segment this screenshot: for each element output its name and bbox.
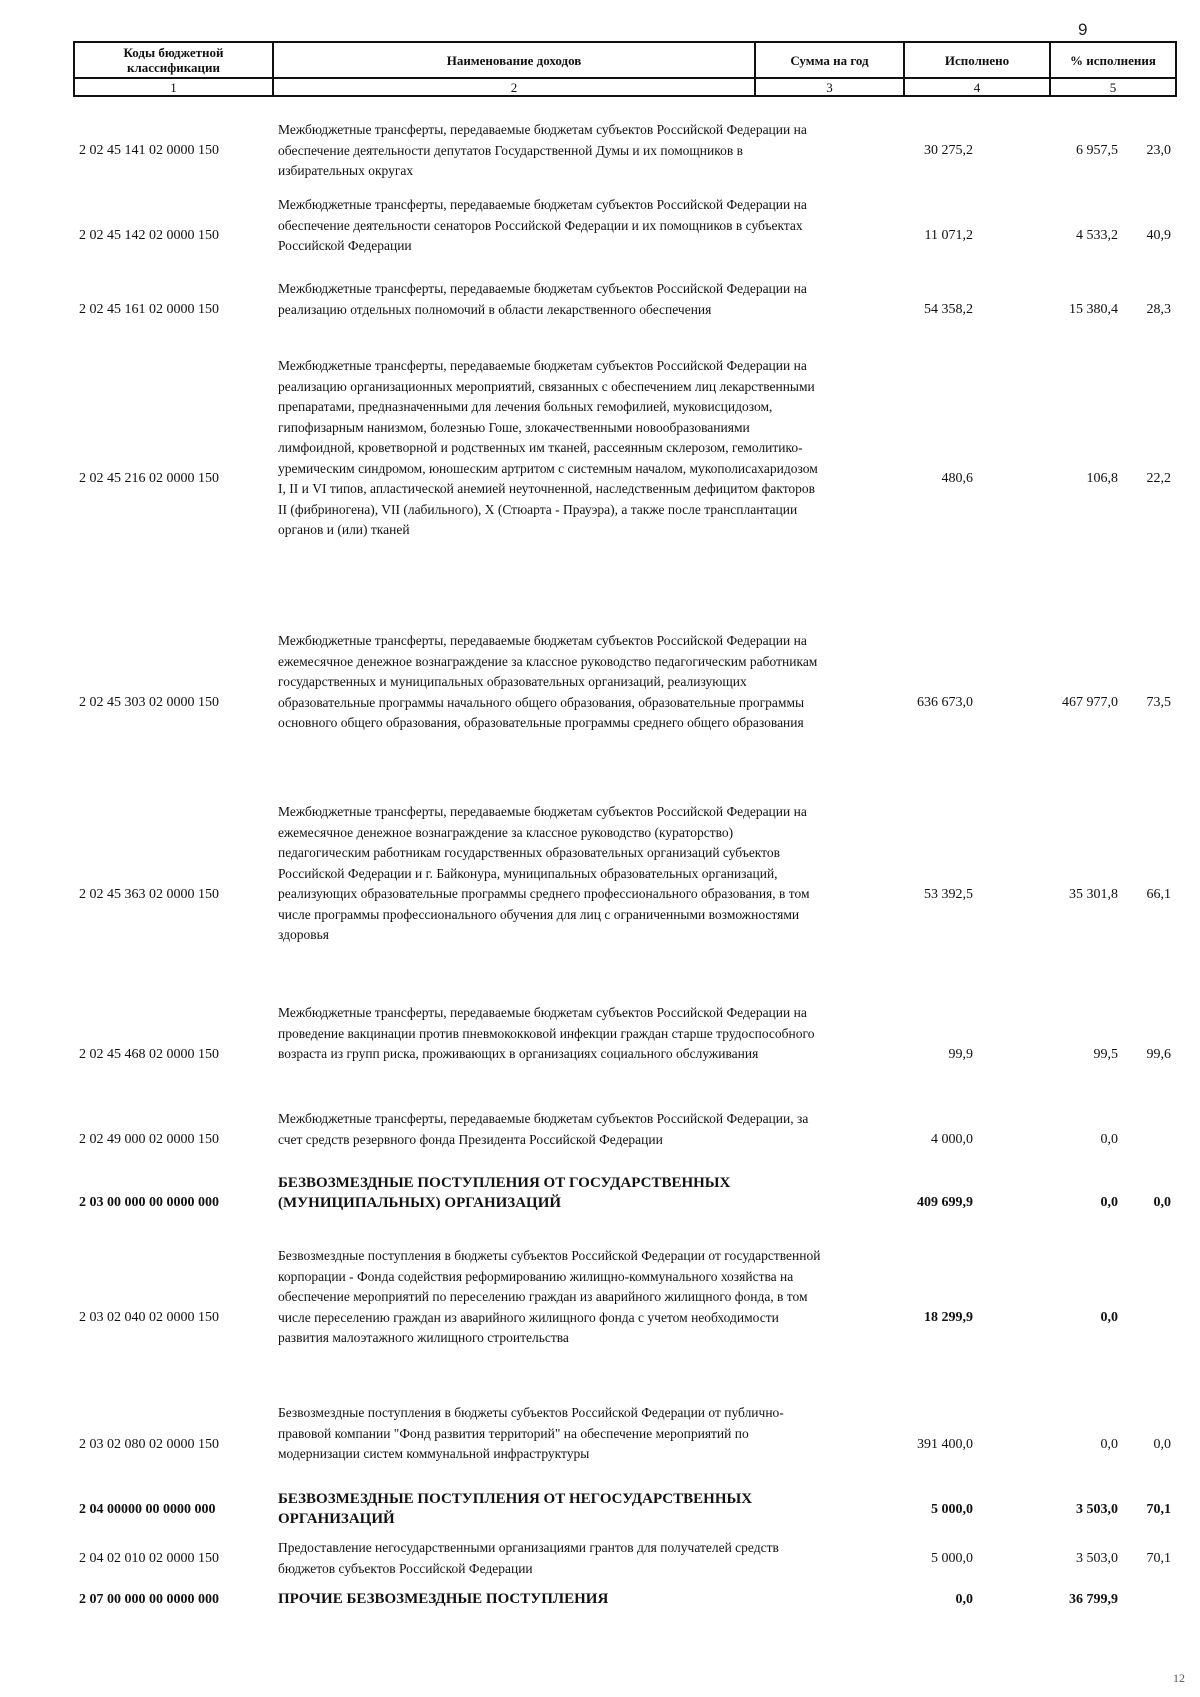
column-number: 4 <box>904 78 1050 96</box>
annual-amount: 18 299,9 <box>924 1309 973 1325</box>
execution-percent: 23,0 <box>1146 142 1171 158</box>
execution-percent: 40,9 <box>1146 227 1171 243</box>
table-row-section <box>73 1489 1175 1531</box>
income-name: БЕЗВОЗМЕЗДНЫЕ ПОСТУПЛЕНИЯ ОТ НЕГОСУДАРСТВЕННЫХ ОРГАНИЗАЦИЙ <box>278 1491 753 1527</box>
executed-amount: 35 301,8 <box>1069 886 1118 902</box>
executed-amount: 99,5 <box>1093 1046 1118 1062</box>
column-number: 2 <box>273 78 755 96</box>
column-header-plan: Сумма на год <box>755 42 904 78</box>
budget-code: 2 02 45 363 02 0000 150 <box>79 886 219 902</box>
income-name: Межбюджетные трансферты, передаваемые бюджетам субъектов Российской Федерации на реализацию организационных мероприятий, связанных с обеспечением лиц лекарственными препаратами, предназначенными для лечения больных гемофилией, муковисцидозом, гипофизарным нанизмом, болезнью Гоше, злокачественными новообразованиями лимфоидной, кроветворной и родственных им тканей, рассеянным склерозом, гемолитико-уремическим синдромом, юношеским артритом с системным началом, мукополисахаридозом I, II и VI типов, апластической анемией неуточненной, наследственным дефицитом факторов II (фибриногена), VII (лабильного), X (Стюарта - Прауэра), а также после трансплантации органов и (или) тканей <box>278 358 818 537</box>
annual-amount: 5 000,0 <box>931 1501 973 1517</box>
executed-amount: 467 977,0 <box>1062 694 1118 710</box>
budget-code: 2 02 45 141 02 0000 150 <box>79 142 219 158</box>
income-name: Предоставление негосударственными организациями грантов для получателей средств бюджетов субъектов Российской Федерации <box>278 1540 779 1576</box>
executed-amount: 0,0 <box>1100 1194 1118 1210</box>
executed-amount: 106,8 <box>1086 470 1118 486</box>
budget-code: 2 02 45 216 02 0000 150 <box>79 470 219 486</box>
executed-amount: 15 380,4 <box>1069 301 1118 317</box>
annual-amount: 4 000,0 <box>931 1131 973 1147</box>
income-name: Межбюджетные трансферты, передаваемые бюджетам субъектов Российской Федерации на обеспечение деятельности депутатов Государственной Думы и их помощников в избирательных округах <box>278 122 807 178</box>
executed-amount: 0,0 <box>1100 1436 1118 1452</box>
execution-percent: 70,1 <box>1146 1501 1171 1517</box>
column-header-name: Наименование доходов <box>273 42 755 78</box>
annual-amount: 5 000,0 <box>931 1550 973 1566</box>
execution-percent: 0,0 <box>1153 1436 1171 1452</box>
annual-amount: 11 071,2 <box>924 227 973 243</box>
table-row <box>73 356 1175 602</box>
budget-code: 2 04 00000 00 0000 000 <box>79 1501 216 1517</box>
annual-amount: 480,6 <box>941 470 973 486</box>
table-header <box>73 41 1177 97</box>
table-row <box>73 1403 1175 1487</box>
execution-percent: 22,2 <box>1146 470 1171 486</box>
execution-percent <box>1118 1246 1171 1390</box>
executed-amount: 3 503,0 <box>1076 1501 1118 1517</box>
table-row-section <box>73 1589 1175 1611</box>
executed-amount: 4 533,2 <box>1076 227 1118 243</box>
budget-code: 2 03 00 000 00 0000 000 <box>79 1194 219 1210</box>
execution-percent: 28,3 <box>1146 301 1171 317</box>
table-row <box>73 802 1175 988</box>
annual-amount: 53 392,5 <box>924 886 973 902</box>
executed-amount: 0,0 <box>1100 1309 1118 1325</box>
column-header-percent: % исполнения <box>1050 42 1176 78</box>
table-row <box>73 1538 1175 1580</box>
income-name: Межбюджетные трансферты, передаваемые бюджетам субъектов Российской Федерации на обеспечение деятельности сенаторов Российской Федерации и их помощников в субъектах Российской Федерации <box>278 197 807 253</box>
table-row-section <box>73 1173 1175 1233</box>
table-row <box>73 195 1175 277</box>
execution-percent <box>1118 1589 1171 1611</box>
executed-amount: 6 957,5 <box>1076 142 1118 158</box>
income-name: Безвозмездные поступления в бюджеты субъектов Российской Федерации от государственной корпорации - Фонда содействия реформированию жилищно-коммунального хозяйства на обеспечение мероприятий по переселению граждан из аварийного жилищного фонда, в том числе переселению граждан из аварийного жилищного фонда с учетом необходимости развития малоэтажного жилищного строительства <box>278 1248 821 1345</box>
budget-code: 2 02 45 142 02 0000 150 <box>79 227 219 243</box>
income-name: Межбюджетные трансферты, передаваемые бюджетам субъектов Российской Федерации, за счет средств резервного фонда Президента Российской Федерации <box>278 1111 809 1147</box>
column-number: 5 <box>1050 78 1176 96</box>
income-name: Межбюджетные трансферты, передаваемые бюджетам субъектов Российской Федерации на ежемесячное денежное вознаграждение за классное руководство (кураторство) педагогическим работникам государственных образовательных организаций субъектов Российской Федерации и г. Байконура, муниципальных образовательных организаций, реализующих образовательные программы среднего профессионального образования, в том числе программы профессионального обучения для лиц с ограниченными возможностями здоровья <box>278 804 810 942</box>
income-name: Межбюджетные трансферты, передаваемые бюджетам субъектов Российской Федерации на ежемесячное денежное вознаграждение за классное руководство педагогическим работникам государственных и муниципальных образовательных организаций, реализующих образовательные программы начального общего образования, образовательные программы основного общего образования, образовательные программы среднего общего образования <box>278 633 818 730</box>
budget-code: 2 02 45 161 02 0000 150 <box>79 301 219 317</box>
column-number: 3 <box>755 78 904 96</box>
table-row <box>73 279 1175 341</box>
page-corner-mark: 12 <box>1173 1671 1185 1685</box>
budget-code: 2 02 49 000 02 0000 150 <box>79 1131 219 1147</box>
budget-code: 2 03 02 080 02 0000 150 <box>79 1436 219 1452</box>
annual-amount: 99,9 <box>948 1046 973 1062</box>
table-row <box>73 120 1175 182</box>
annual-amount: 0,0 <box>955 1591 973 1607</box>
table-row <box>73 631 1175 775</box>
column-header-codes: Коды бюджетной классификации <box>74 42 273 78</box>
budget-code: 2 03 02 040 02 0000 150 <box>79 1309 219 1325</box>
budget-code: 2 02 45 303 02 0000 150 <box>79 694 219 710</box>
budget-code: 2 02 45 468 02 0000 150 <box>79 1046 219 1062</box>
annual-amount: 636 673,0 <box>917 694 973 710</box>
income-name: Межбюджетные трансферты, передаваемые бюджетам субъектов Российской Федерации на реализацию отдельных полномочий в области лекарственного обеспечения <box>278 281 807 317</box>
table-row <box>73 1246 1175 1390</box>
income-name: ПРОЧИЕ БЕЗВОЗМЕЗДНЫЕ ПОСТУПЛЕНИЯ <box>278 1591 609 1607</box>
annual-amount: 30 275,2 <box>924 142 973 158</box>
column-header-done: Исполнено <box>904 42 1050 78</box>
budget-code: 2 04 02 010 02 0000 150 <box>79 1550 219 1566</box>
execution-percent: 99,6 <box>1146 1046 1171 1062</box>
execution-percent: 73,5 <box>1146 694 1171 710</box>
executed-amount: 36 799,9 <box>1069 1591 1118 1607</box>
executed-amount: 0,0 <box>1100 1131 1118 1147</box>
income-name: БЕЗВОЗМЕЗДНЫЕ ПОСТУПЛЕНИЯ ОТ ГОСУДАРСТВЕННЫХ (МУНИЦИПАЛЬНЫХ) ОРГАНИЗАЦИЙ <box>278 1175 731 1211</box>
annual-amount: 54 358,2 <box>924 301 973 317</box>
income-name: Безвозмездные поступления в бюджеты субъектов Российской Федерации от публично-правовой компании "Фонд развития территорий" на обеспечение мероприятий по модернизации систем коммунальной инфраструктуры <box>278 1405 784 1461</box>
execution-percent: 66,1 <box>1146 886 1171 902</box>
page-number: 9 <box>1078 20 1088 39</box>
table-row <box>73 1109 1175 1171</box>
annual-amount: 391 400,0 <box>917 1436 973 1452</box>
executed-amount: 3 503,0 <box>1076 1550 1118 1566</box>
income-name: Межбюджетные трансферты, передаваемые бюджетам субъектов Российской Федерации на проведение вакцинации против пневмококковой инфекции граждан старше трудоспособного возраста из групп риска, проживающих в организациях социального обслуживания <box>278 1005 815 1061</box>
execution-percent: 70,1 <box>1146 1550 1171 1566</box>
column-number: 1 <box>74 78 273 96</box>
execution-percent <box>1118 1109 1171 1171</box>
budget-code: 2 07 00 000 00 0000 000 <box>79 1591 219 1607</box>
annual-amount: 409 699,9 <box>917 1194 973 1210</box>
execution-percent: 0,0 <box>1153 1194 1171 1210</box>
table-row <box>73 1003 1175 1107</box>
